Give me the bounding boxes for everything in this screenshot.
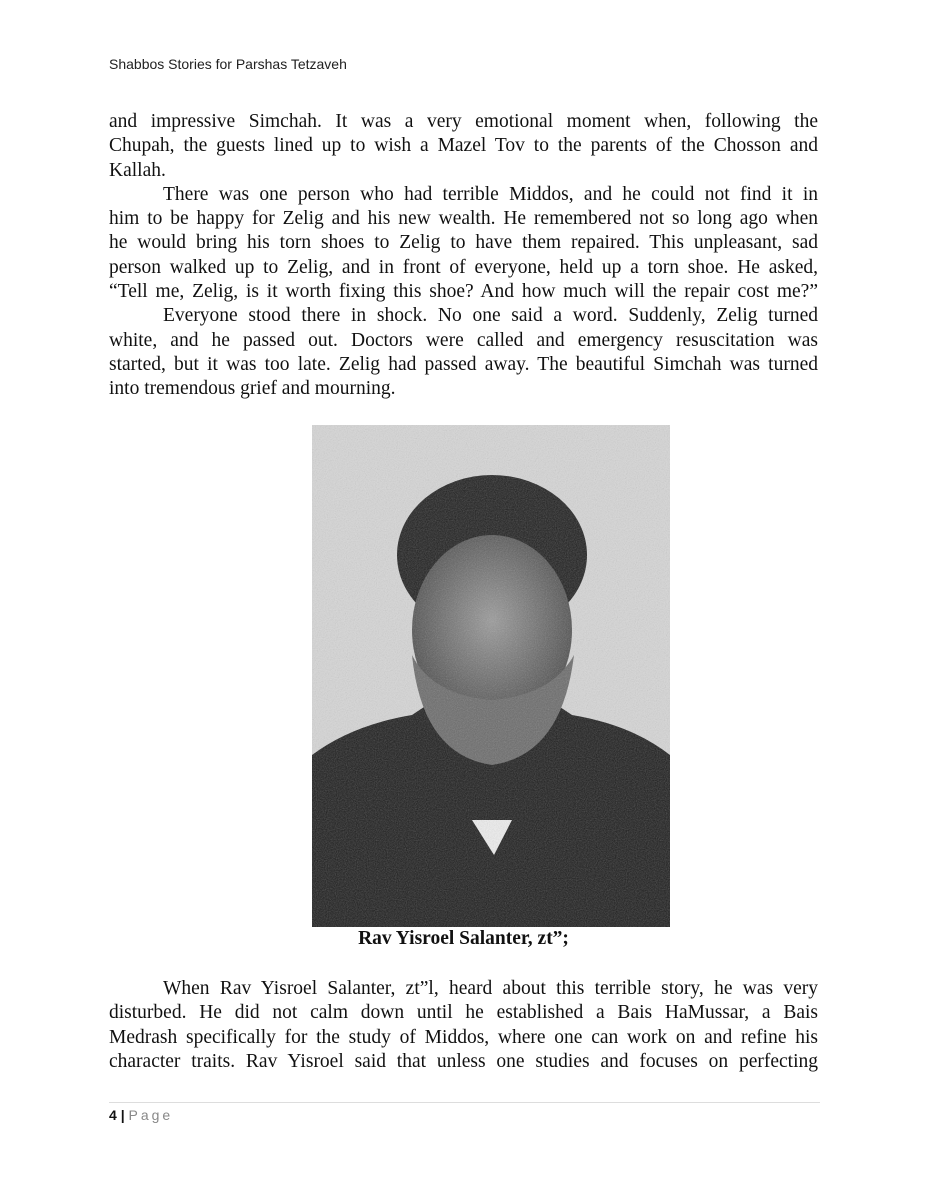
text-line: Chupah, the guests lined up to wish a Mazel Tov to the parents of the Chosson and: [109, 135, 818, 157]
text-line: Kallah.: [109, 159, 166, 181]
running-header: Shabbos Stories for Parshas Tetzaveh: [109, 56, 347, 72]
text-line: and impressive Simchah. It was a very emotional moment when, following the: [109, 111, 818, 132]
text-line: white, and he passed out. Doctors were called and emergency resuscitation was: [109, 329, 818, 351]
text-line: “Tell me, Zelig, is it worth fixing this shoe? And how much will the repair cost me?”: [109, 281, 818, 303]
text-line: Everyone stood there in shock. No one said a word. Suddenly, Zelig turned: [163, 305, 818, 327]
text-line: There was one person who had terrible Middos, and he could not find it in: [163, 183, 818, 205]
text-block-1: [109, 110, 818, 402]
text-line: he would bring his torn shoes to Zelig to have them repaired. This unpleasant, sad: [109, 232, 818, 254]
page-label: Page: [128, 1107, 174, 1123]
page-footer: [109, 1107, 173, 1123]
text-line: character traits. Rav Yisroel said that unless one studies and focuses on perfecting: [109, 1050, 818, 1072]
page-number: 4: [109, 1107, 117, 1123]
text-line: into tremendous grief and mourning.: [109, 378, 396, 400]
footer-separator: |: [120, 1107, 125, 1123]
portrait-photo: [312, 425, 670, 927]
text-block-2: [109, 977, 818, 1074]
text-line: started, but it was too late. Zelig had passed away. The beautiful Simchah was turned: [109, 353, 818, 375]
text-line: Medrash specifically for the study of Middos, where one can work on and refine his: [109, 1026, 818, 1048]
footer-divider: [109, 1102, 820, 1103]
text-line: him to be happy for Zelig and his new wealth. He remembered not so long ago when: [109, 208, 818, 230]
text-line: person walked up to Zelig, and in front of everyone, held up a torn shoe. He asked,: [109, 256, 818, 278]
figure-caption: Rav Yisroel Salanter, zt”;: [358, 928, 569, 949]
text-line: When Rav Yisroel Salanter, zt”l, heard about this terrible story, he was very: [163, 978, 818, 999]
text-line: disturbed. He did not calm down until he established a Bais HaMussar, a Bais: [109, 1002, 818, 1024]
